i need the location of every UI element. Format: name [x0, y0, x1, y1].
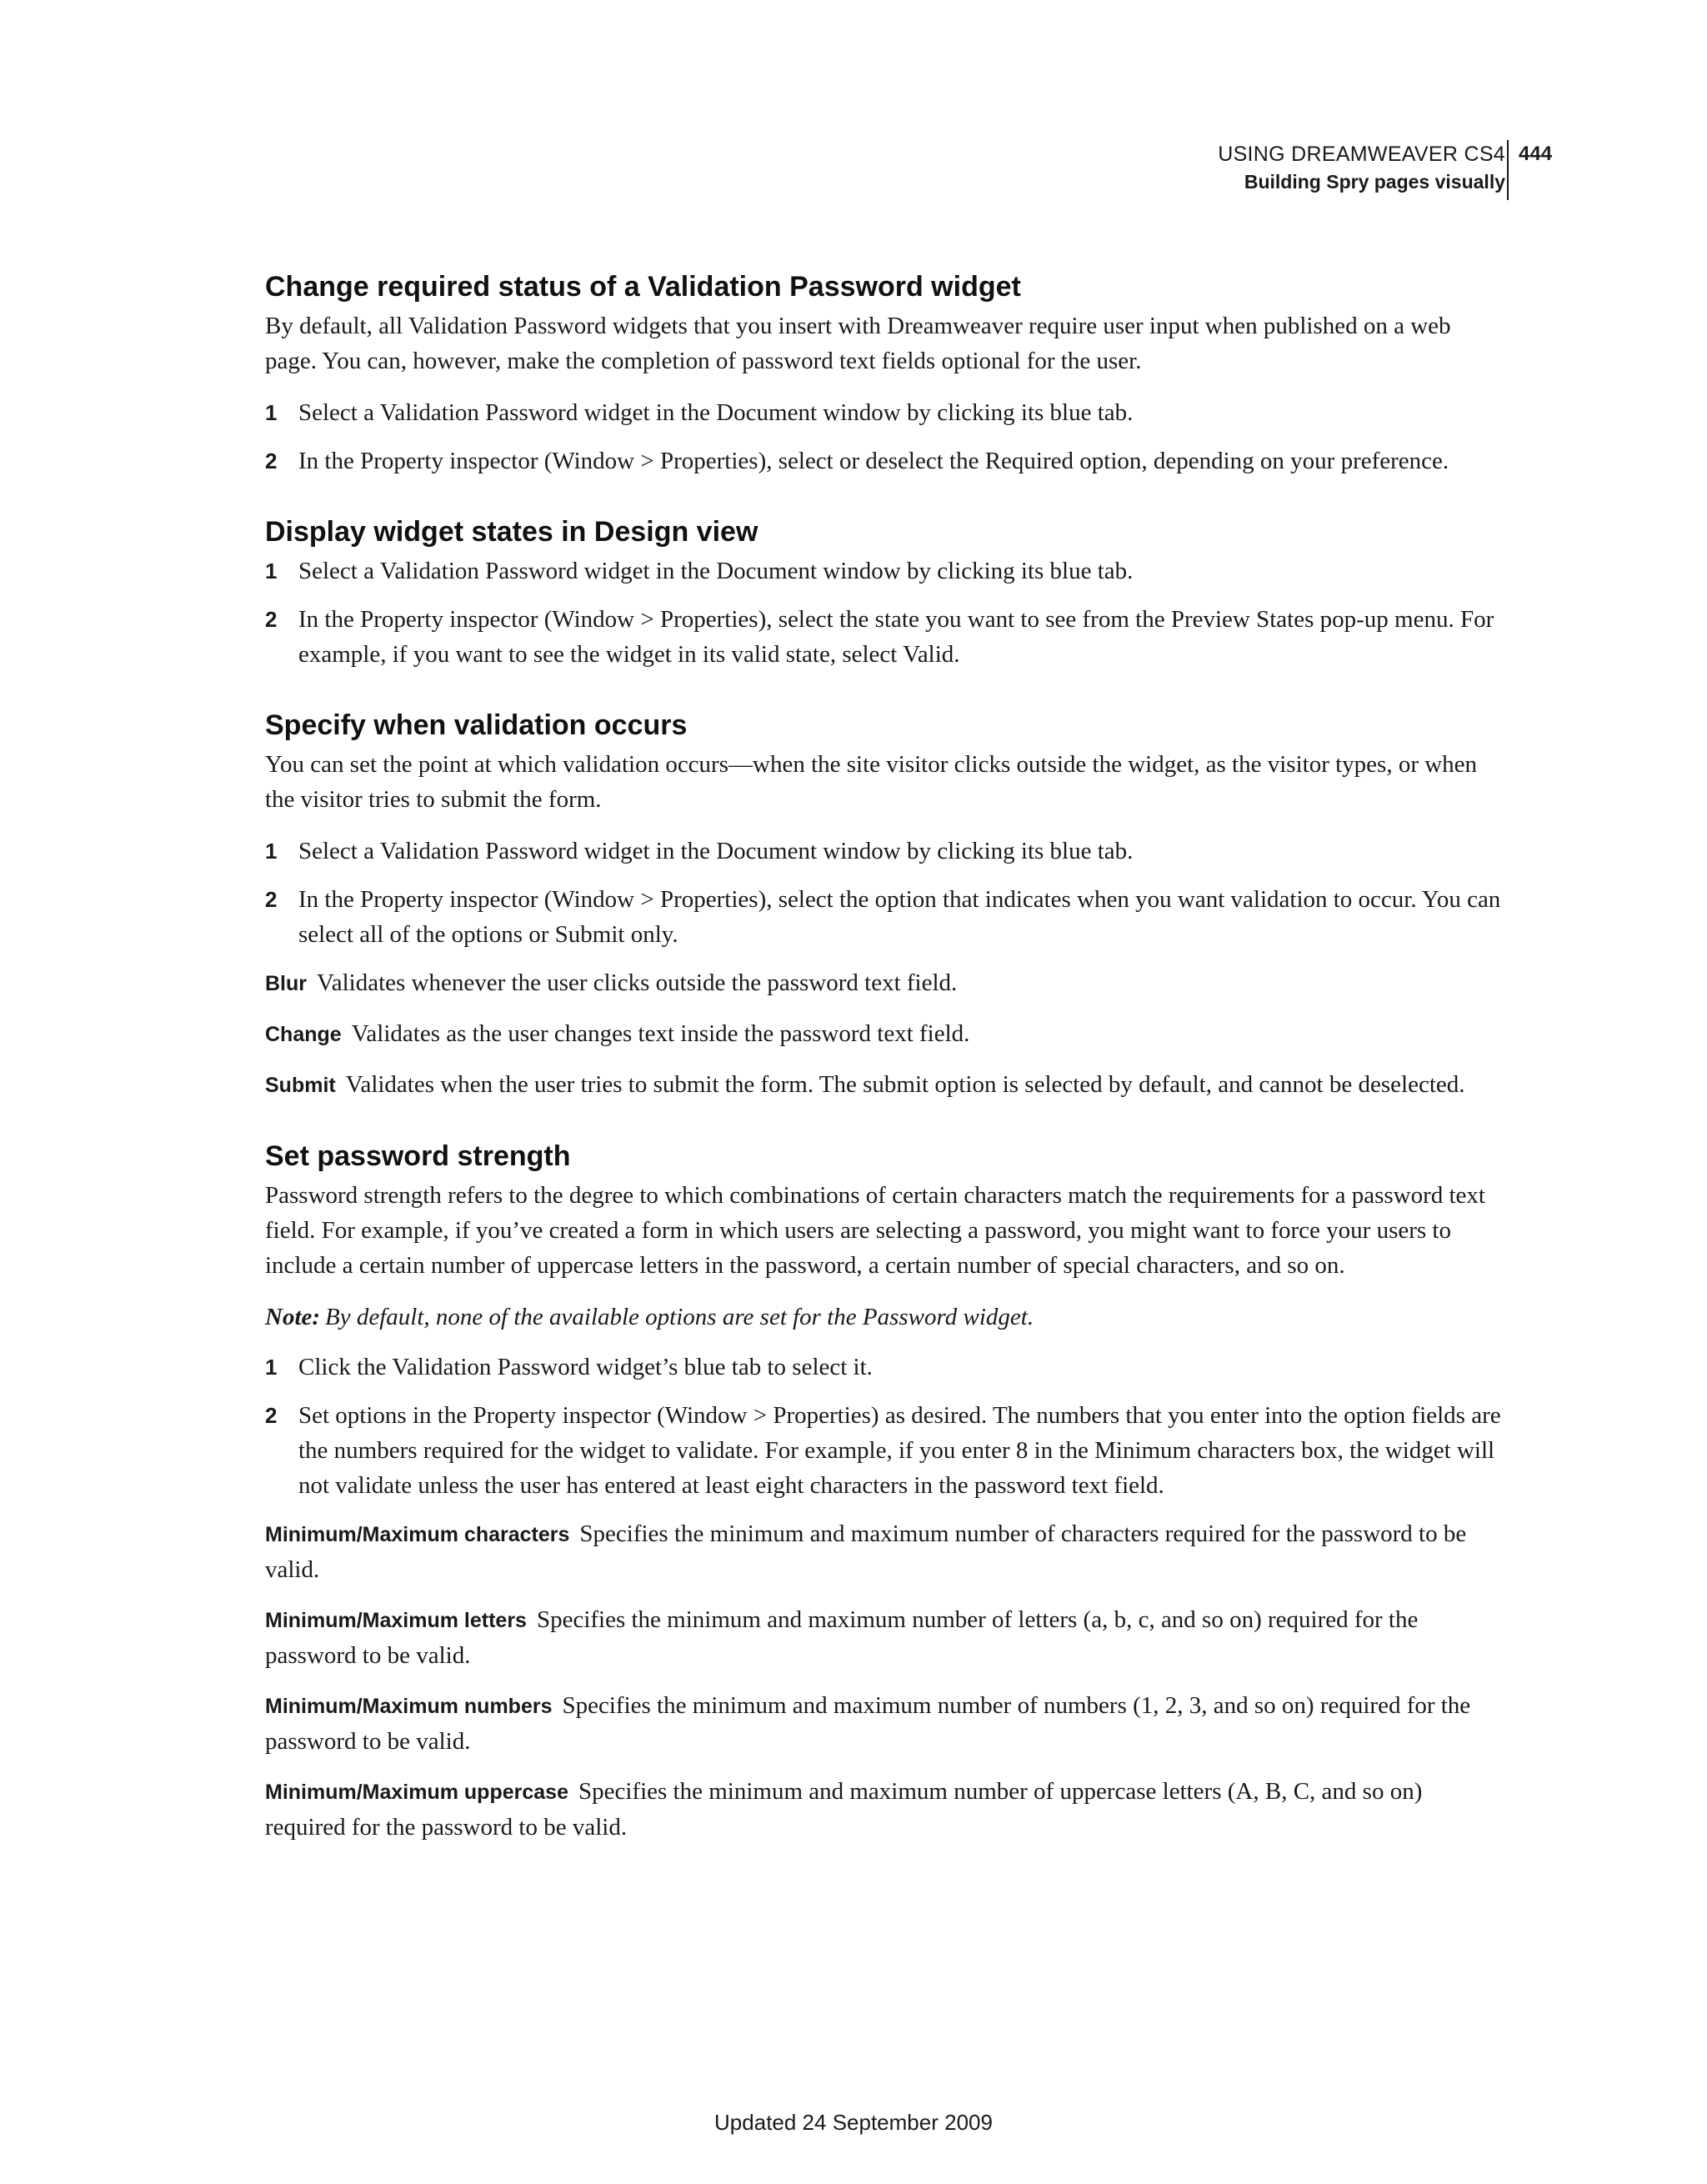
step-item: [265, 443, 1502, 478]
step-text: Click the Validation Password widget’s blue tab to select it.: [298, 1354, 873, 1380]
header-text: [1218, 140, 1505, 195]
step-text: Select a Validation Password widget in the Document window by clicking its blue tab.: [298, 558, 1134, 584]
definition-text: Validates as the user changes text inside the password text field.: [351, 1020, 970, 1047]
step-item: [265, 1398, 1502, 1503]
step-number: 2: [265, 887, 278, 912]
step-item: [265, 1350, 1502, 1385]
note-text: By default, none of the available options are set for the Password widget.: [325, 1304, 1034, 1330]
definition-min-max-characters: [265, 1516, 1502, 1587]
step-number: 2: [265, 607, 278, 632]
step-number: 2: [265, 1403, 278, 1428]
definition-text: Specifies the minimum and maximum number of uppercase letters (A, B, C, and so on) required for the password to be valid.: [265, 1778, 1423, 1841]
step-list: [265, 1350, 1502, 1503]
definition-text: Specifies the minimum and maximum number of characters required for the password to be valid.: [265, 1520, 1467, 1583]
footer-updated-date: Updated 24 September 2009: [714, 2110, 993, 2135]
step-text: Select a Validation Password widget in the Document window by clicking its blue tab.: [298, 838, 1134, 864]
definition-term: Minimum/Maximum characters: [265, 1523, 570, 1546]
section-intro: Password strength refers to the degree to which combinations of certain characters match the requirements for a password text field. For example, if you’ve created a form in which users are selecting a password, you might want to force your users to include a certain number of uppercase letters in the password, a certain number of special characters, and so on.: [265, 1182, 1485, 1279]
section-heading: Set password strength: [265, 1140, 571, 1172]
section-password-strength: [265, 1138, 1502, 1845]
step-list: [265, 834, 1502, 952]
page-number: 444: [1519, 143, 1553, 165]
note-label: Note:: [265, 1304, 321, 1330]
definition-text: Specifies the minimum and maximum number of numbers (1, 2, 3, and so on) required for the password to be valid.: [265, 1692, 1471, 1755]
step-list: [265, 554, 1502, 672]
step-text: Set options in the Property inspector (Window > Properties) as desired. The numbers that you enter into the option fields are the numbers required for the widget to validate. For example, if you enter 8 in the Minimum characters box, the widget will not validate unless the user has entered at least eight characters in the password text field.: [298, 1402, 1501, 1499]
running-header: [0, 140, 1707, 207]
step-item: [265, 554, 1502, 589]
step-list: [265, 395, 1502, 478]
step-number: 1: [265, 1355, 278, 1380]
section-heading: Change required status of a Validation Password widget: [265, 271, 1021, 303]
definition-change: [265, 1016, 1502, 1052]
book-title: USING DREAMWEAVER CS4: [1218, 143, 1505, 166]
section-validation-timing: [265, 707, 1502, 1103]
step-number: 1: [265, 400, 278, 425]
step-text: In the Property inspector (Window > Properties), select or deselect the Required option, depending on your preference.: [298, 448, 1449, 474]
step-number: 1: [265, 839, 278, 864]
step-item: [265, 395, 1502, 430]
step-item: [265, 882, 1502, 952]
section-required-status: [265, 268, 1502, 478]
definition-term: Minimum/Maximum uppercase: [265, 1781, 568, 1804]
header-divider: [1507, 140, 1509, 200]
section-intro: By default, all Validation Password widgets that you insert with Dreamweaver require user input when published on a web page. You can, however, make the completion of password text fields optional for the user.: [265, 313, 1451, 374]
step-number: 2: [265, 448, 278, 473]
definition-min-max-uppercase: [265, 1774, 1502, 1845]
page-body: [265, 268, 1502, 1860]
definition-min-max-letters: [265, 1602, 1502, 1673]
step-text: In the Property inspector (Window > Properties), select the option that indicates when you want validation to occur. You can select all of the options or Submit only.: [298, 886, 1501, 948]
definition-text: Validates when the user tries to submit the form. The submit option is selected by default, and cannot be deselected.: [345, 1071, 1465, 1098]
step-number: 1: [265, 559, 278, 584]
section-heading: Specify when validation occurs: [265, 709, 688, 741]
definition-text: Specifies the minimum and maximum number of letters (a, b, c, and so on) required for the password to be valid.: [265, 1606, 1419, 1669]
definition-term: Minimum/Maximum numbers: [265, 1695, 553, 1718]
definition-term: Minimum/Maximum letters: [265, 1609, 527, 1632]
definition-term: Change: [265, 1023, 342, 1046]
definition-text: Validates whenever the user clicks outside the password text field.: [317, 969, 958, 996]
definition-blur: [265, 965, 1502, 1001]
definition-term: Blur: [265, 972, 307, 995]
section-intro: You can set the point at which validation occurs—when the site visitor clicks outside the widget, as the visitor types, or when the visitor tries to submit the form.: [265, 751, 1478, 813]
note: [265, 1300, 1502, 1335]
step-item: [265, 834, 1502, 869]
definition-term: Submit: [265, 1074, 336, 1097]
definition-min-max-numbers: [265, 1688, 1502, 1759]
definition-submit: [265, 1067, 1502, 1103]
chapter-title: Building Spry pages visually: [1244, 171, 1505, 193]
step-item: [265, 602, 1502, 672]
section-widget-states: [265, 513, 1502, 672]
section-heading: Display widget states in Design view: [265, 516, 758, 548]
step-text: Select a Validation Password widget in the Document window by clicking its blue tab.: [298, 399, 1134, 426]
step-text: In the Property inspector (Window > Properties), select the state you want to see from the Preview States pop-up menu. For example, if you want to see the widget in its valid state, select Valid.: [298, 606, 1494, 668]
